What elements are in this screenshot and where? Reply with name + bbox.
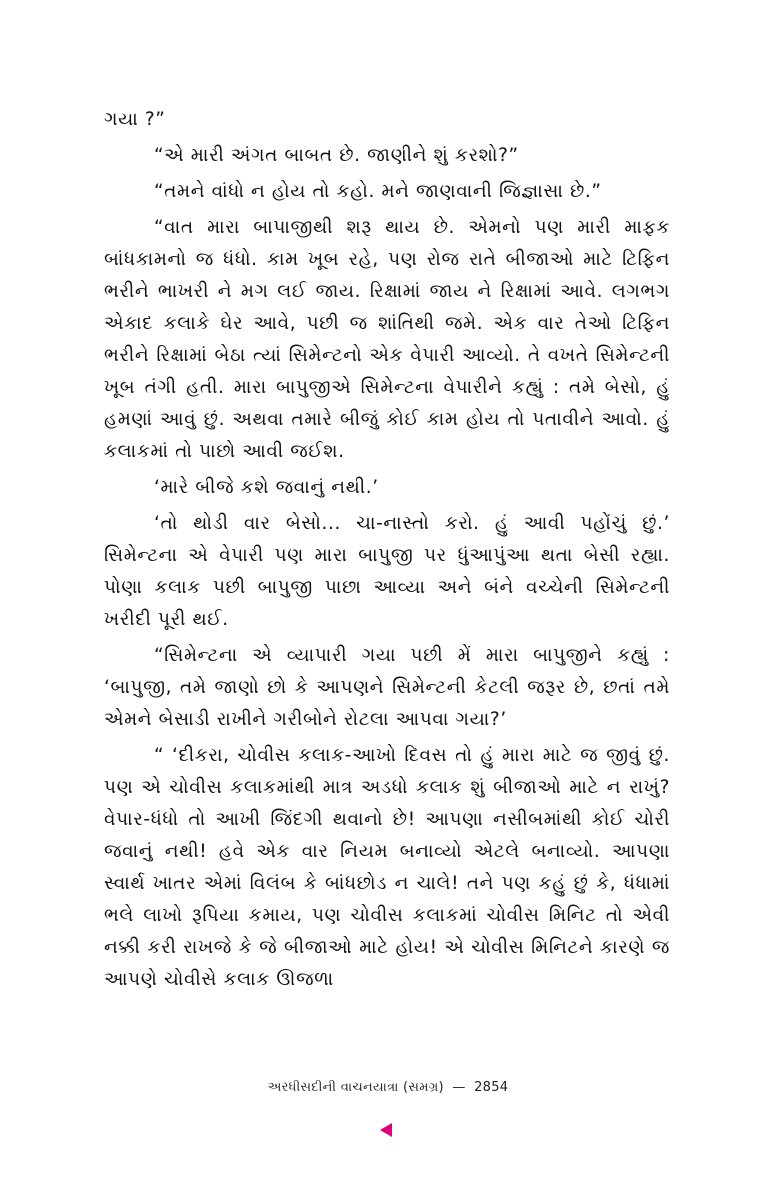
page-body (104, 104, 670, 996)
paragraph: ગયા ?” (104, 109, 166, 130)
paragraph: “તમને વાંધો ન હોય તો કહો. મને જાણવાની જિજ્ઞાસા છે.” (154, 181, 602, 202)
paragraph: ‘મારે બીજે કશે જવાનું નથી.’ (154, 477, 379, 498)
page-number: 2854 (474, 1080, 509, 1095)
page-footer (0, 1080, 776, 1095)
footer-separator: — (452, 1080, 466, 1095)
paragraph: “એ મારી અંગત બાબત છે. જાણીને શું કરશો?” (154, 145, 519, 166)
paragraph: “ ‘દીકરા, ચોવીસ કલાક-આખો દિવસ તો હું મારા માટે જ જીવું છું. પણ એ ચોવીસ કલાકમાંથી માત્ર અડધો કલાક શું બીજાઓ માટે ન રાખું? વેપાર-ધંધો તો આખી જિંદગી થવાનો છે! આપણા નસીબમાંથી કોઈ ચોરી જવાનું નથી! હવે એક વાર નિયમ બનાવ્યો એટલે બનાવ્યો. આપણા સ્વાર્થ ખાતર એમાં વિલંબ કે બાંધછોડ ન ચાલે! તને પણ કહું છું કે, ધંધામાં ભલે લાખો રૂપિયા કમાય, પણ ચોવીસ કલાકમાં ચોવીસ મિનિટ તો એવી નક્કી કરી રાખજે કે જે બીજાઓ માટે હોય! એ ચોવીસ મિનિટને કારણે જ આપણે ચોવીસે કલાક ઊજળા (104, 745, 670, 990)
paragraph: “સિમેન્ટના એ વ્યાપારી ગયા પછી મેં મારા બાપુજીને કહ્યું : ‘બાપુજી, તમે જાણો છો કે આપણને સિમેન્ટની કેટલી જરૂર છે, છતાં તમે એમને બેસાડી રાખીને ગરીબોને રોટલા આપવા ગયા?’ (104, 645, 670, 730)
paragraph: “વાત મારા બાપાજીથી શરૂ થાય છે. એમનો પણ મારી માફક બાંધકામનો જ ધંધો. કામ ખૂબ રહે, પણ રોજ રાતે બીજાઓ માટે ટિફિન ભરીને ભાખરી ને મગ લઈ જાય. રિક્ષામાં જાય ને રિક્ષામાં આવે. લગભગ એકાદ કલાકે ઘેર આવે, પછી જ શાંતિથી જમે. એક વાર તેઓ ટિફિન ભરીને રિક્ષામાં બેઠા ત્યાં સિમેન્ટનો એક વેપારી આવ્યો. તે વખતે સિમેન્ટની ખૂબ તંગી હતી. મારા બાપુજીએ સિમેન્ટના વેપારીને કહ્યું : તમે બેસો, હું હમણાં આવું છું. અથવા તમારે બીજું કોઈ કામ હોય તો પતાવીને આવો. હું કલાકમાં તો પાછો આવી જઈશ. (104, 217, 670, 462)
book-title: અરધીસદીની વાચનયાત્રા (સમગ્ર) (267, 1080, 444, 1095)
paragraph: ‘તો થોડી વાર બેસો... ચા-નાસ્તો કરો. હું આવી પહોંચું છું.’ સિમેન્ટના એ વેપારી પણ મારા બાપુજી પર ધુંઆપુંઆ થતા બેસી રહ્યા. પોણા કલાક પછી બાપુજી પાછા આવ્યા અને બંને વચ્ચેની સિમેન્ટની ખરીદી પૂરી થઈ. (104, 513, 670, 630)
previous-page-icon[interactable] (380, 1123, 392, 1137)
